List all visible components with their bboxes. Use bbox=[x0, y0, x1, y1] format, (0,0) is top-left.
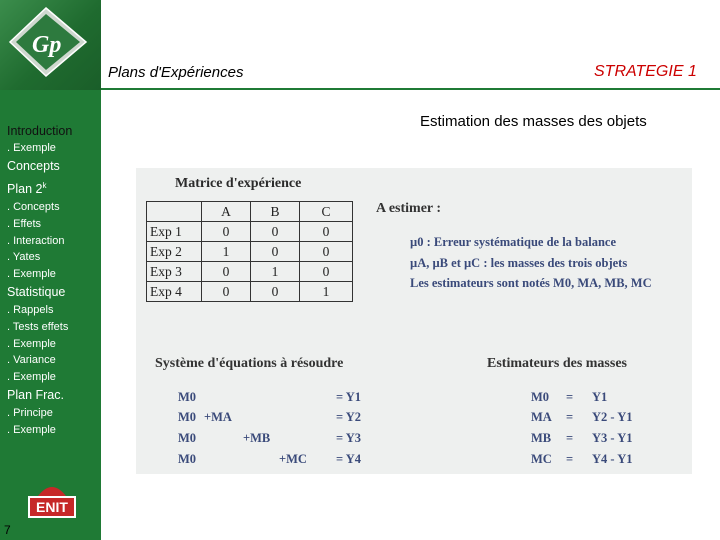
estimator-equals: = bbox=[566, 431, 574, 445]
sidebar-item-plan-2k[interactable] bbox=[7, 176, 100, 199]
matrix-cell: 0 bbox=[300, 242, 353, 262]
estimator-name: MB bbox=[531, 431, 552, 445]
estimator-value: Y3 - Y1 bbox=[592, 431, 633, 445]
matrix-cell: 0 bbox=[300, 222, 353, 242]
sidebar-subitem-principe[interactable]: . Principe bbox=[7, 406, 53, 419]
matrix-cell: Exp 1 bbox=[147, 222, 202, 242]
sidebar bbox=[0, 0, 101, 540]
sidebar-nav bbox=[7, 123, 100, 439]
matrix-cell: 1 bbox=[300, 282, 353, 302]
logo-text: Gp bbox=[32, 32, 62, 58]
sidebar-item-statistique[interactable]: Statistique bbox=[7, 284, 66, 299]
matrix-cell: 0 bbox=[251, 222, 300, 242]
estimate-title: A estimer : bbox=[376, 201, 442, 216]
matrix-cell: 0 bbox=[202, 282, 251, 302]
page-number: 7 bbox=[4, 523, 11, 537]
sidebar-subitem-rappels[interactable]: . Rappels bbox=[7, 303, 54, 316]
matrix-row bbox=[147, 282, 353, 302]
matrix-cell: 0 bbox=[251, 242, 300, 262]
matrix-cell: Exp 3 bbox=[147, 262, 202, 282]
header-divider bbox=[101, 88, 720, 90]
gp-logo bbox=[0, 0, 101, 90]
plan-2k-label: Plan 2 bbox=[7, 181, 43, 196]
sidebar-subitem-variance[interactable]: . Variance bbox=[7, 354, 56, 367]
sidebar-subitem-exemple[interactable]: . Exemple bbox=[7, 142, 56, 154]
system-title: Système d'équations à résoudre bbox=[155, 356, 344, 371]
sidebar-item-concepts[interactable]: Concepts bbox=[7, 158, 60, 173]
equation-term: M0 bbox=[178, 452, 197, 466]
matrix-cell: 0 bbox=[202, 262, 251, 282]
estimator-equals: = bbox=[566, 410, 574, 424]
equation-rhs: = Y2 bbox=[336, 410, 362, 424]
estimator-value: Y4 - Y1 bbox=[592, 452, 633, 466]
matrix-header-cell: A bbox=[202, 202, 251, 222]
matrix-cell: 0 bbox=[202, 222, 251, 242]
equation-term: +MC bbox=[279, 452, 307, 466]
matrix-cell: Exp 4 bbox=[147, 282, 202, 302]
header-strategy: STRATEGIE 1 bbox=[594, 63, 697, 80]
estimate-line: µ0 : Erreur systématique de la balance bbox=[410, 235, 617, 249]
sidebar-subitem-effets[interactable]: . Effets bbox=[7, 217, 42, 230]
sidebar-subitem-exemple-frac[interactable]: . Exemple bbox=[7, 423, 56, 436]
sidebar-subitem-tests-effets[interactable]: . Tests effets bbox=[7, 320, 69, 333]
equation-term: +MA bbox=[204, 410, 232, 424]
estimator-value: Y2 - Y1 bbox=[592, 410, 633, 424]
matrix-row bbox=[147, 222, 353, 242]
enit-logo-text: ENIT bbox=[36, 499, 68, 515]
estimator-name: MA bbox=[531, 410, 552, 424]
equation-term: M0 bbox=[178, 390, 197, 404]
experiment-matrix bbox=[146, 201, 353, 302]
matrix-row bbox=[147, 262, 353, 282]
matrix-title: Matrice d'expérience bbox=[175, 176, 302, 191]
sidebar-subitem-exemple-stat-2[interactable]: . Exemple bbox=[7, 371, 56, 384]
estimator-equals: = bbox=[566, 452, 574, 466]
sidebar-subitem-concepts[interactable]: . Concepts bbox=[7, 200, 60, 213]
plan-2k-superscript: k bbox=[42, 180, 47, 190]
estimators-title: Estimateurs des masses bbox=[487, 356, 627, 371]
equation-term: +MB bbox=[243, 431, 271, 445]
estimate-line: µA, µB et µC : les masses des trois objets bbox=[410, 256, 628, 270]
sidebar-item-plan-frac[interactable]: Plan Frac. bbox=[7, 387, 64, 402]
matrix-row bbox=[147, 242, 353, 262]
equation-term: M0 bbox=[178, 410, 197, 424]
matrix-cell: 1 bbox=[202, 242, 251, 262]
estimator-value: Y1 bbox=[592, 390, 608, 404]
header-title: Plans d'Expériences bbox=[108, 64, 244, 81]
matrix-cell: 0 bbox=[251, 282, 300, 302]
matrix-cell: Exp 2 bbox=[147, 242, 202, 262]
matrix-header-row bbox=[147, 202, 353, 222]
enit-logo bbox=[24, 478, 80, 520]
matrix-header-cell: C bbox=[300, 202, 353, 222]
estimator-name: MC bbox=[531, 452, 552, 466]
sidebar-item-introduction[interactable]: Introduction bbox=[7, 124, 73, 138]
equation-term: M0 bbox=[178, 431, 197, 445]
slide-title: Estimation des masses des objets bbox=[420, 113, 647, 130]
sidebar-subitem-interaction[interactable]: . Interaction bbox=[7, 234, 65, 247]
sidebar-subitem-exemple-stat-1[interactable]: . Exemple bbox=[7, 337, 56, 350]
estimator-name: M0 bbox=[531, 390, 550, 404]
sidebar-subitem-exemple-2k[interactable]: . Exemple bbox=[7, 268, 56, 281]
estimator-equals: = bbox=[566, 390, 574, 404]
sidebar-subitem-yates[interactable]: . Yates bbox=[7, 251, 41, 264]
estimate-line: Les estimateurs sont notés M0, MA, MB, MC bbox=[410, 276, 652, 290]
equation-rhs: = Y1 bbox=[336, 390, 362, 404]
matrix-header-cell bbox=[147, 202, 202, 222]
matrix-cell: 1 bbox=[251, 262, 300, 282]
equation-rhs: = Y3 bbox=[336, 431, 362, 445]
equation-rhs: = Y4 bbox=[336, 452, 362, 466]
matrix-cell: 0 bbox=[300, 262, 353, 282]
matrix-header-cell: B bbox=[251, 202, 300, 222]
gp-logo-icon bbox=[8, 6, 94, 78]
enit-logo-icon bbox=[24, 478, 80, 520]
